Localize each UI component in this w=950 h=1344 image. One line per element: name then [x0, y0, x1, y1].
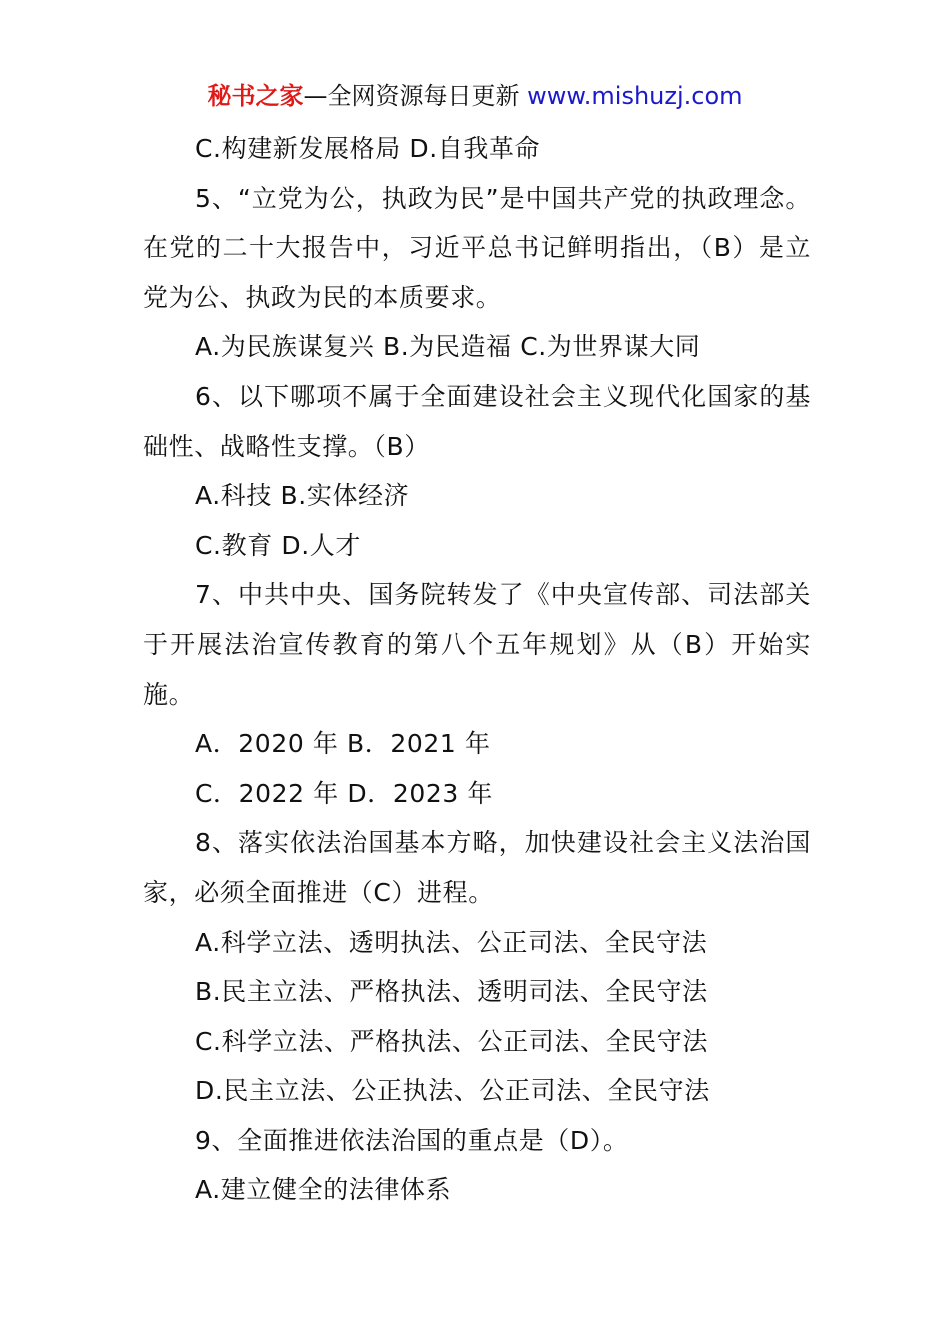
- option-q9-a: A.建立健全的法律体系: [195, 1175, 452, 1205]
- question-8: 8、落实依法治国基本方略，加快建设社会主义法治国家，必须全面推进（C）进程。: [143, 828, 811, 907]
- question-5: 5、“立党为公，执政为民”是中国共产党的执政理念。在党的二十大报告中，习近平总书记鲜明指出，（B）是立党为公、执政为民的本质要求。: [143, 183, 811, 312]
- options-q6-c-d: C.教育 D.人才: [195, 530, 361, 560]
- question-6: 6、以下哪项不属于全面建设社会主义现代化国家的基础性、战略性支撑。（B）: [143, 381, 811, 461]
- page-header: [0, 78, 950, 114]
- option-line-c-d-q4: C.构建新发展格局 D.自我革命: [195, 134, 541, 163]
- options-q6-a-b: A.科技 B.实体经济: [195, 481, 410, 511]
- header-tagline: —全网资源每日更新: [303, 82, 528, 110]
- option-q8-d: D.民主立法、公正执法、公正司法、全民守法: [195, 1076, 710, 1106]
- options-q5: A.为民族谋复兴 B.为民造福 C.为世界谋大同: [195, 332, 701, 362]
- site-url-link[interactable]: www.mishuzj.com: [527, 82, 743, 110]
- options-q7-c-d: C．2022 年 D．2023 年: [195, 778, 493, 808]
- options-q7-a-b: A．2020 年 B．2021 年: [195, 729, 491, 759]
- option-q8-c: C.科学立法、严格执法、公正司法、全民守法: [195, 1026, 709, 1056]
- option-q8-a: A.科学立法、透明执法、公正司法、全民守法: [195, 927, 708, 957]
- option-q8-b: B.民主立法、严格执法、透明司法、全民守法: [195, 977, 708, 1007]
- question-9: 9、全面推进依法治国的重点是（D）。: [195, 1125, 629, 1155]
- brand-name: 秘书之家: [207, 82, 304, 110]
- document-body: [143, 124, 811, 1215]
- question-7: 7、中共中央、国务院转发了《中央宣传部、司法部关于开展法治宣传教育的第八个五年规划》从（B）开始实施。: [143, 580, 811, 709]
